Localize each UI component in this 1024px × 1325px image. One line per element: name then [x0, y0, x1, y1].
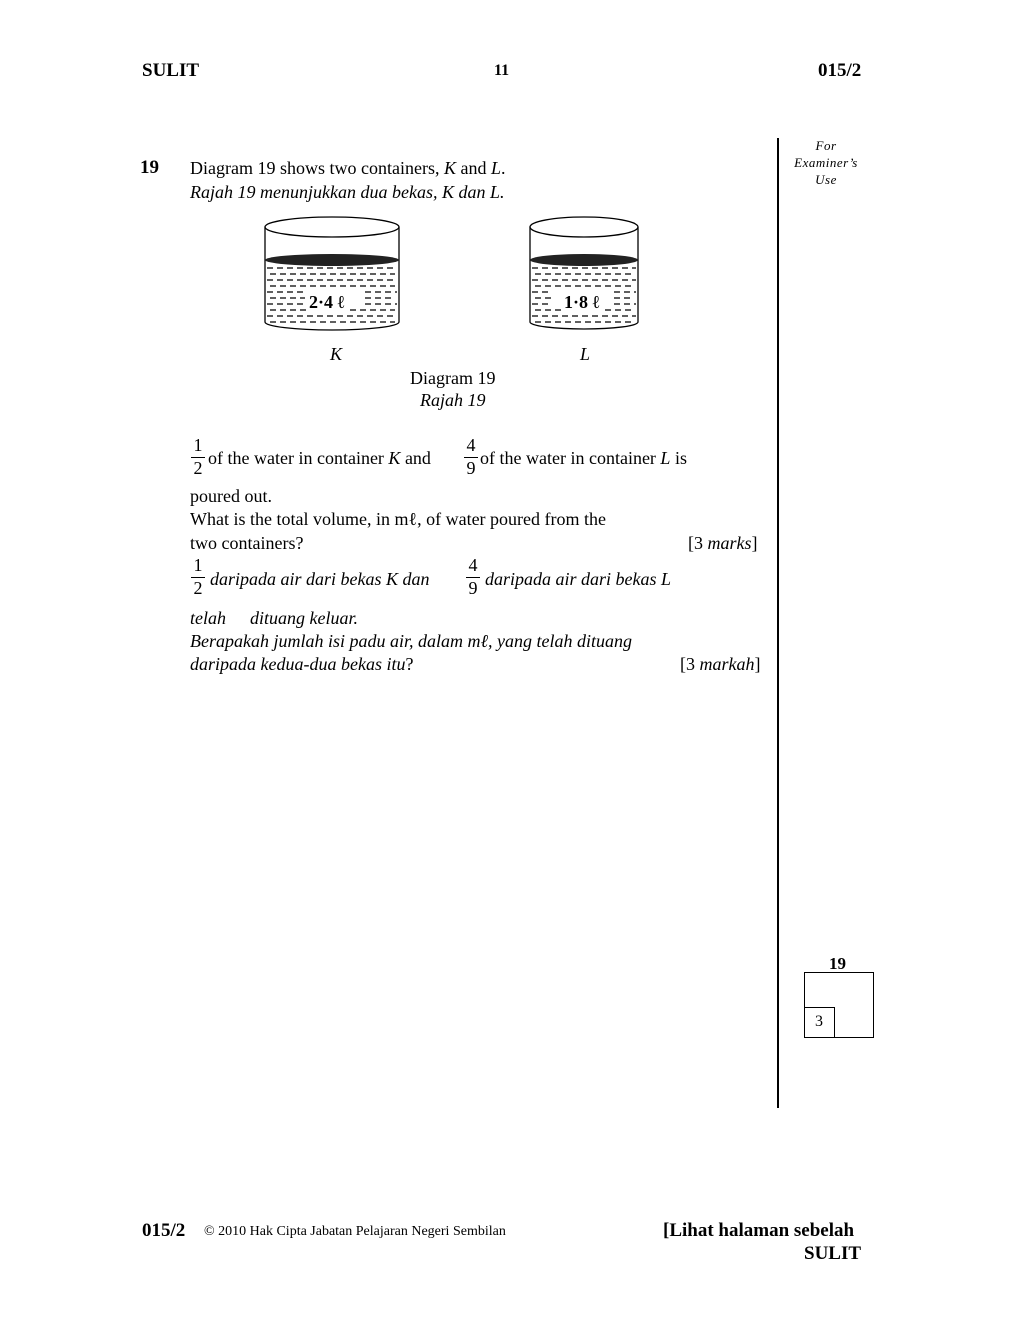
marks-box-question-number: 19 — [829, 954, 846, 973]
malay-line1-part1: daripada air dari bekas K dan — [210, 569, 430, 589]
examiner-use-label: For Examiner’s Use — [794, 138, 858, 187]
english-line4: two containers? — [190, 533, 304, 553]
footer-copyright: © 2010 Hak Cipta Jabatan Pelajaran Negeri Sembilan — [204, 1224, 506, 1239]
header-sulit: SULIT — [142, 60, 200, 81]
paper-code: 015/2 — [818, 60, 862, 81]
english-line2: poured out. — [190, 486, 272, 506]
page-number: 11 — [494, 62, 510, 79]
malay-marks: [3 markah] — [680, 654, 761, 674]
question-intro-english: Diagram 19 shows two containers, K and L. — [190, 158, 506, 178]
container-l-volume: 1·8 ℓ — [561, 290, 602, 314]
malay-line2-rest: dituang keluar. — [250, 608, 358, 628]
diagram-caption-malay: Rajah 19 — [420, 390, 486, 410]
diagram-caption-english: Diagram 19 — [410, 368, 496, 388]
malay-line2-telah: telah — [190, 608, 226, 628]
malay-line3: Berapakah jumlah isi padu air, dalam mℓ, yang telah dituang — [190, 631, 632, 651]
footer-code: 015/2 — [142, 1220, 186, 1241]
english-line3: What is the total volume, in mℓ, of water poured from the — [190, 509, 607, 529]
english-marks: [3 marks] — [688, 533, 758, 553]
footer-next-page: [Lihat halaman sebelah — [663, 1220, 855, 1241]
container-l-label: L — [580, 344, 591, 364]
container-k-volume: 2·4 ℓ — [306, 290, 347, 314]
malay-line1-part2: daripada air dari bekas L — [485, 569, 672, 589]
examiner-margin-line — [777, 138, 779, 1108]
malay-line4: daripada kedua-dua bekas itu? — [190, 654, 414, 674]
container-k-label: K — [330, 344, 343, 364]
question-number: 19 — [140, 157, 159, 178]
containers-diagram — [255, 212, 655, 337]
marks-box-total: 3 — [815, 1013, 823, 1030]
footer-sulit: SULIT — [804, 1243, 862, 1264]
english-line1-part1: of the water in container K and — [208, 448, 431, 468]
question-intro-malay: Rajah 19 menunjukkan dua bekas, K dan L. — [190, 182, 505, 202]
english-line1-part2: of the water in container L is — [480, 448, 687, 468]
